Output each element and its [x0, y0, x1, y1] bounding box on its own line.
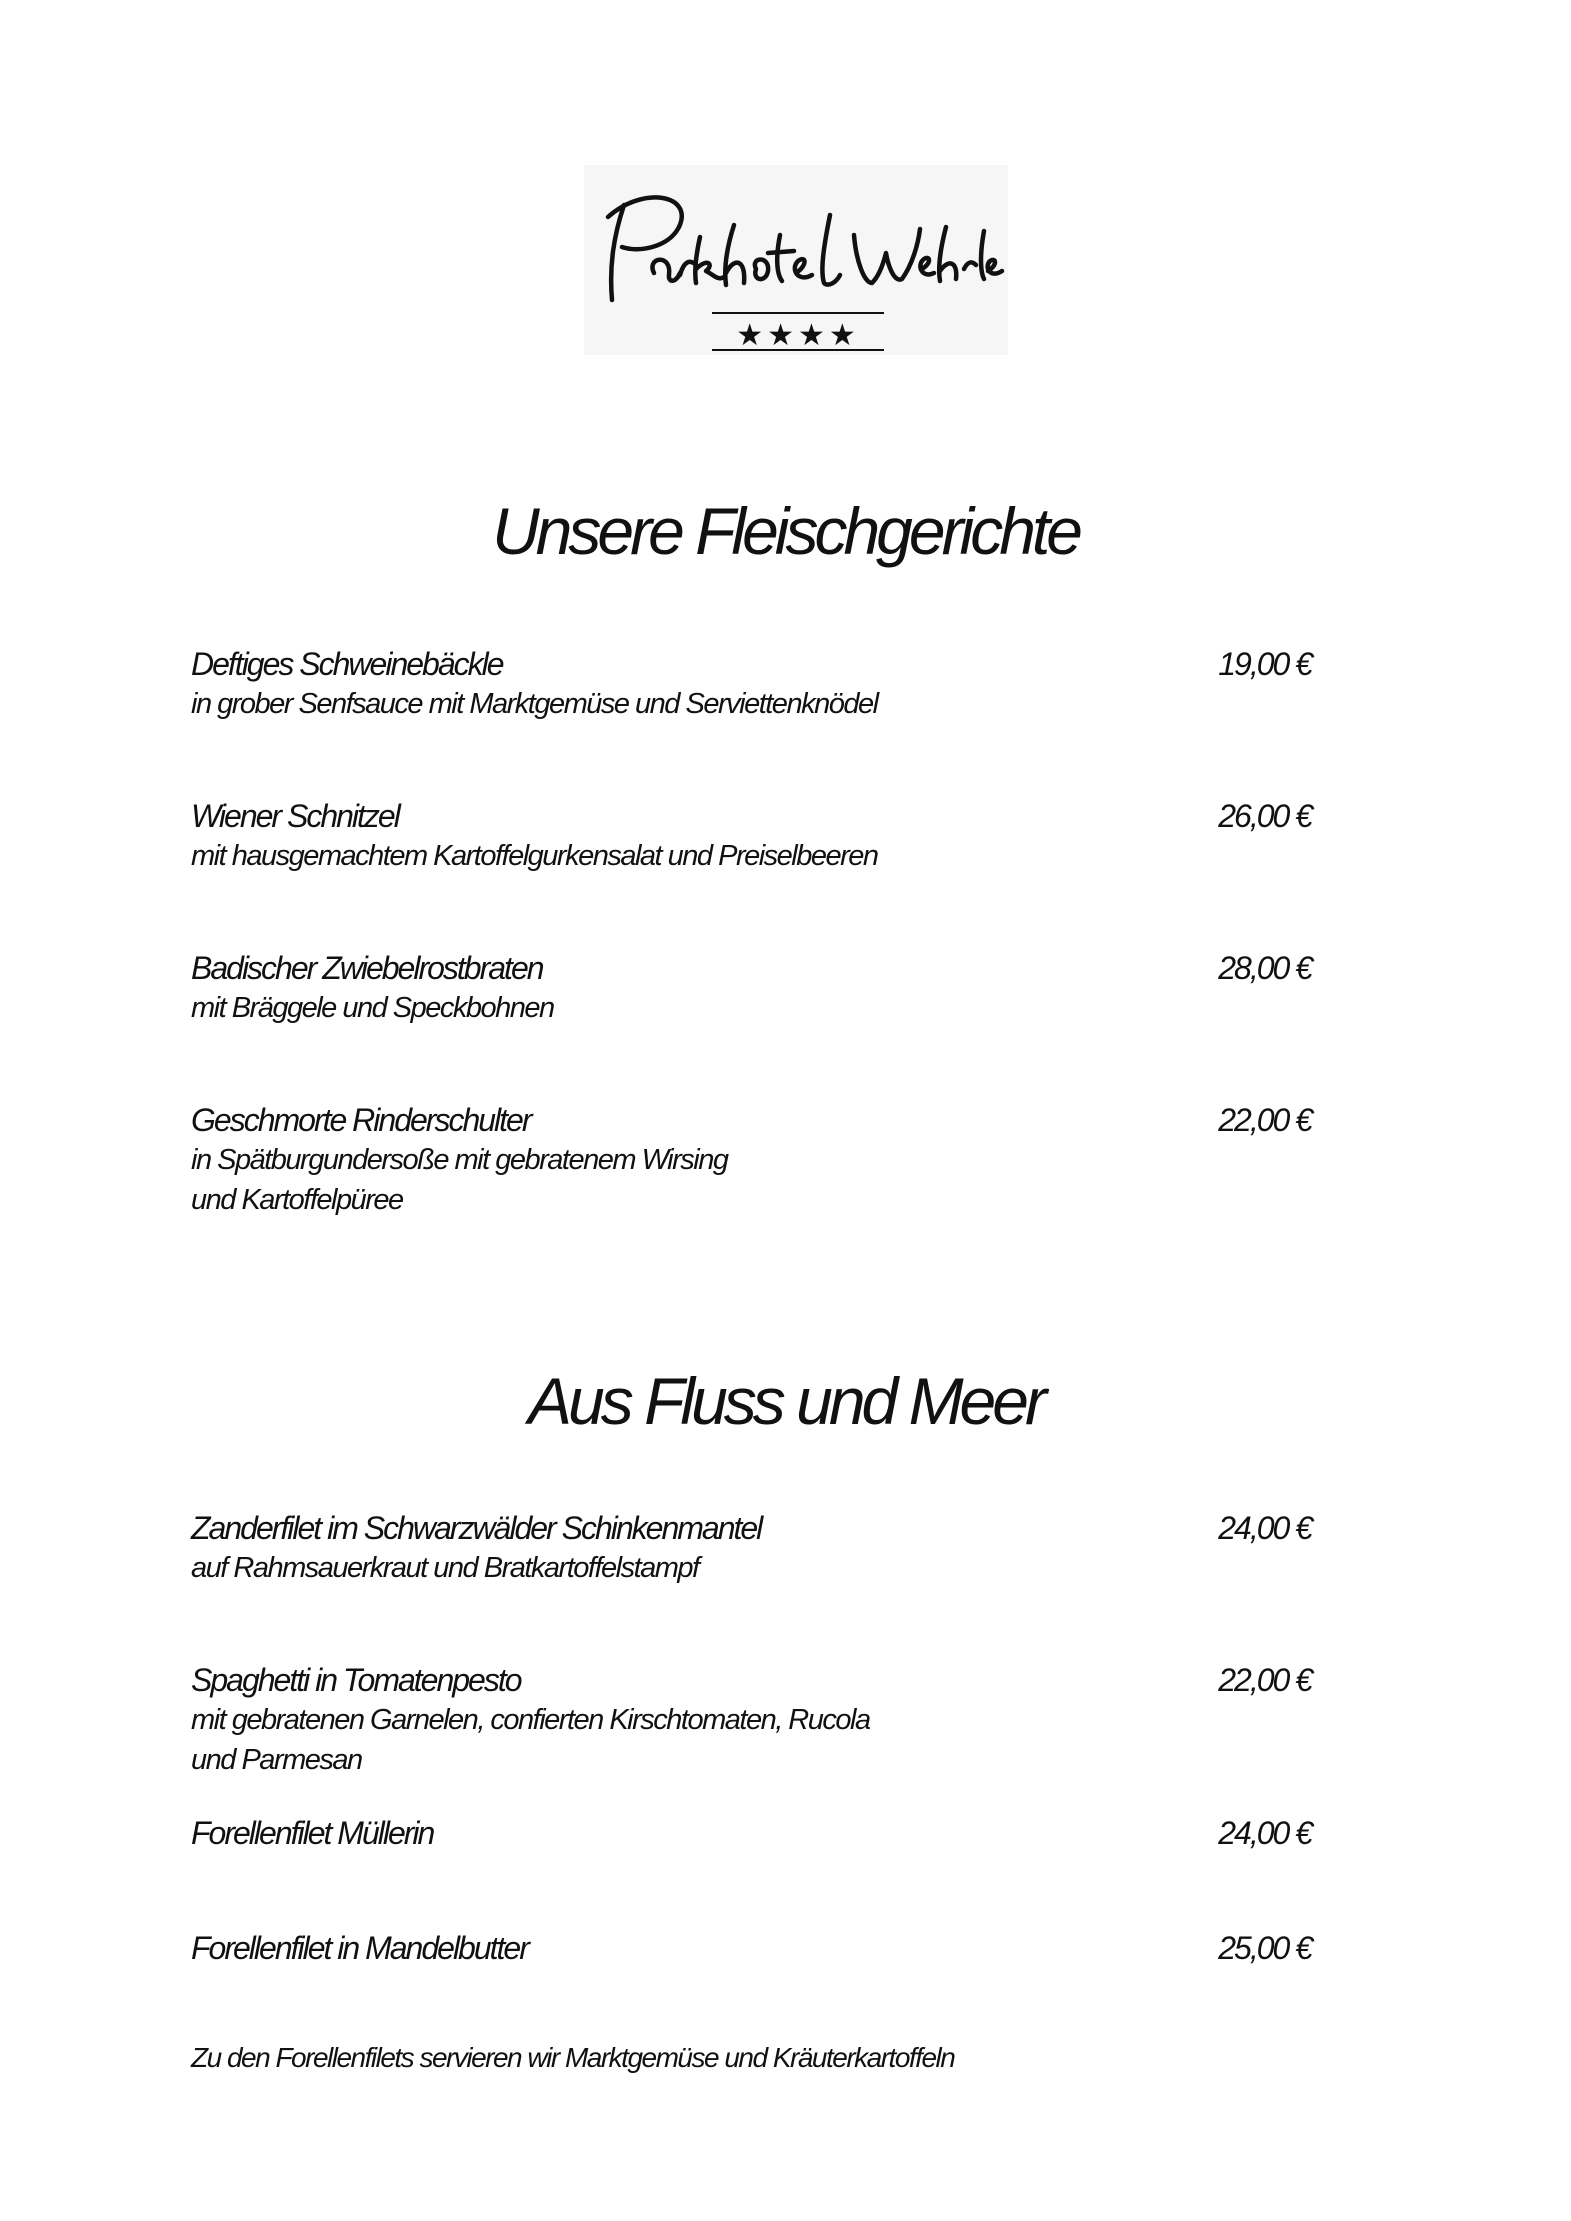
menu-item-name: Zanderfilet im Schwarzwälder Schinkenmantel [191, 1510, 762, 1546]
menu-item-description: mit hausgemachtem Kartoffelgurkensalat und Preiselbeeren [191, 840, 878, 872]
menu-item-name: Forellenfilet in Mandelbutter [191, 1930, 528, 1966]
menu-item-name: Geschmorte Rinderschulter [191, 1102, 531, 1138]
menu-item [191, 1660, 1311, 1780]
section-title-meat: Unsere Fleischgerichte [492, 494, 1079, 568]
menu-item-description: in Spätburgundersoße mit gebratenem Wirsing [191, 1144, 728, 1176]
hotel-logo [584, 165, 1008, 355]
menu-item [191, 1928, 1311, 1968]
menu-item-description: mit gebratenen Garnelen, confierten Kirschtomaten, Rucola [191, 1704, 870, 1736]
menu-item-name: Spaghetti in Tomatenpesto [191, 1662, 521, 1698]
menu-item-description: auf Rahmsauerkraut und Bratkartoffelstampf [191, 1552, 699, 1584]
menu-item-description: und Parmesan [191, 1744, 362, 1776]
signature-logo-icon [584, 165, 1008, 355]
section-title-fish: Aus Fluss und Meer [528, 1364, 1043, 1438]
menu-item-name: Deftiges Schweinebäckle [191, 646, 503, 682]
menu-item [191, 1508, 1311, 1588]
menu-item [191, 1813, 1311, 1853]
menu-item-name: Forellenfilet Müllerin [191, 1815, 434, 1851]
menu-item-price: 24,00 € [1218, 1815, 1311, 1851]
menu-item-price: 28,00 € [1218, 950, 1311, 986]
menu-item-price: 26,00 € [1218, 798, 1311, 834]
menu-item-description: in grober Senfsauce mit Marktgemüse und Serviettenknödel [191, 688, 878, 720]
menu-item-price: 25,00 € [1218, 1930, 1311, 1966]
menu-item-price: 22,00 € [1218, 1662, 1311, 1698]
menu-item-price: 24,00 € [1218, 1510, 1311, 1546]
menu-item-name: Wiener Schnitzel [191, 798, 399, 834]
menu-item-name: Badischer Zwiebelrostbraten [191, 950, 543, 986]
menu-item-description: und Kartoffelpüree [191, 1184, 403, 1216]
menu-item [191, 948, 1311, 1028]
menu-item-price: 22,00 € [1218, 1102, 1311, 1138]
menu-item-price: 19,00 € [1218, 646, 1311, 682]
menu-footnote: Zu den Forellenfilets servieren wir Marktgemüse und Kräuterkartoffeln [191, 2042, 955, 2073]
menu-item [191, 644, 1311, 724]
menu-item [191, 1100, 1311, 1220]
logo-stars: ★★★★ [736, 318, 860, 353]
menu-item [191, 796, 1311, 876]
menu-item-description: mit Bräggele und Speckbohnen [191, 992, 554, 1024]
